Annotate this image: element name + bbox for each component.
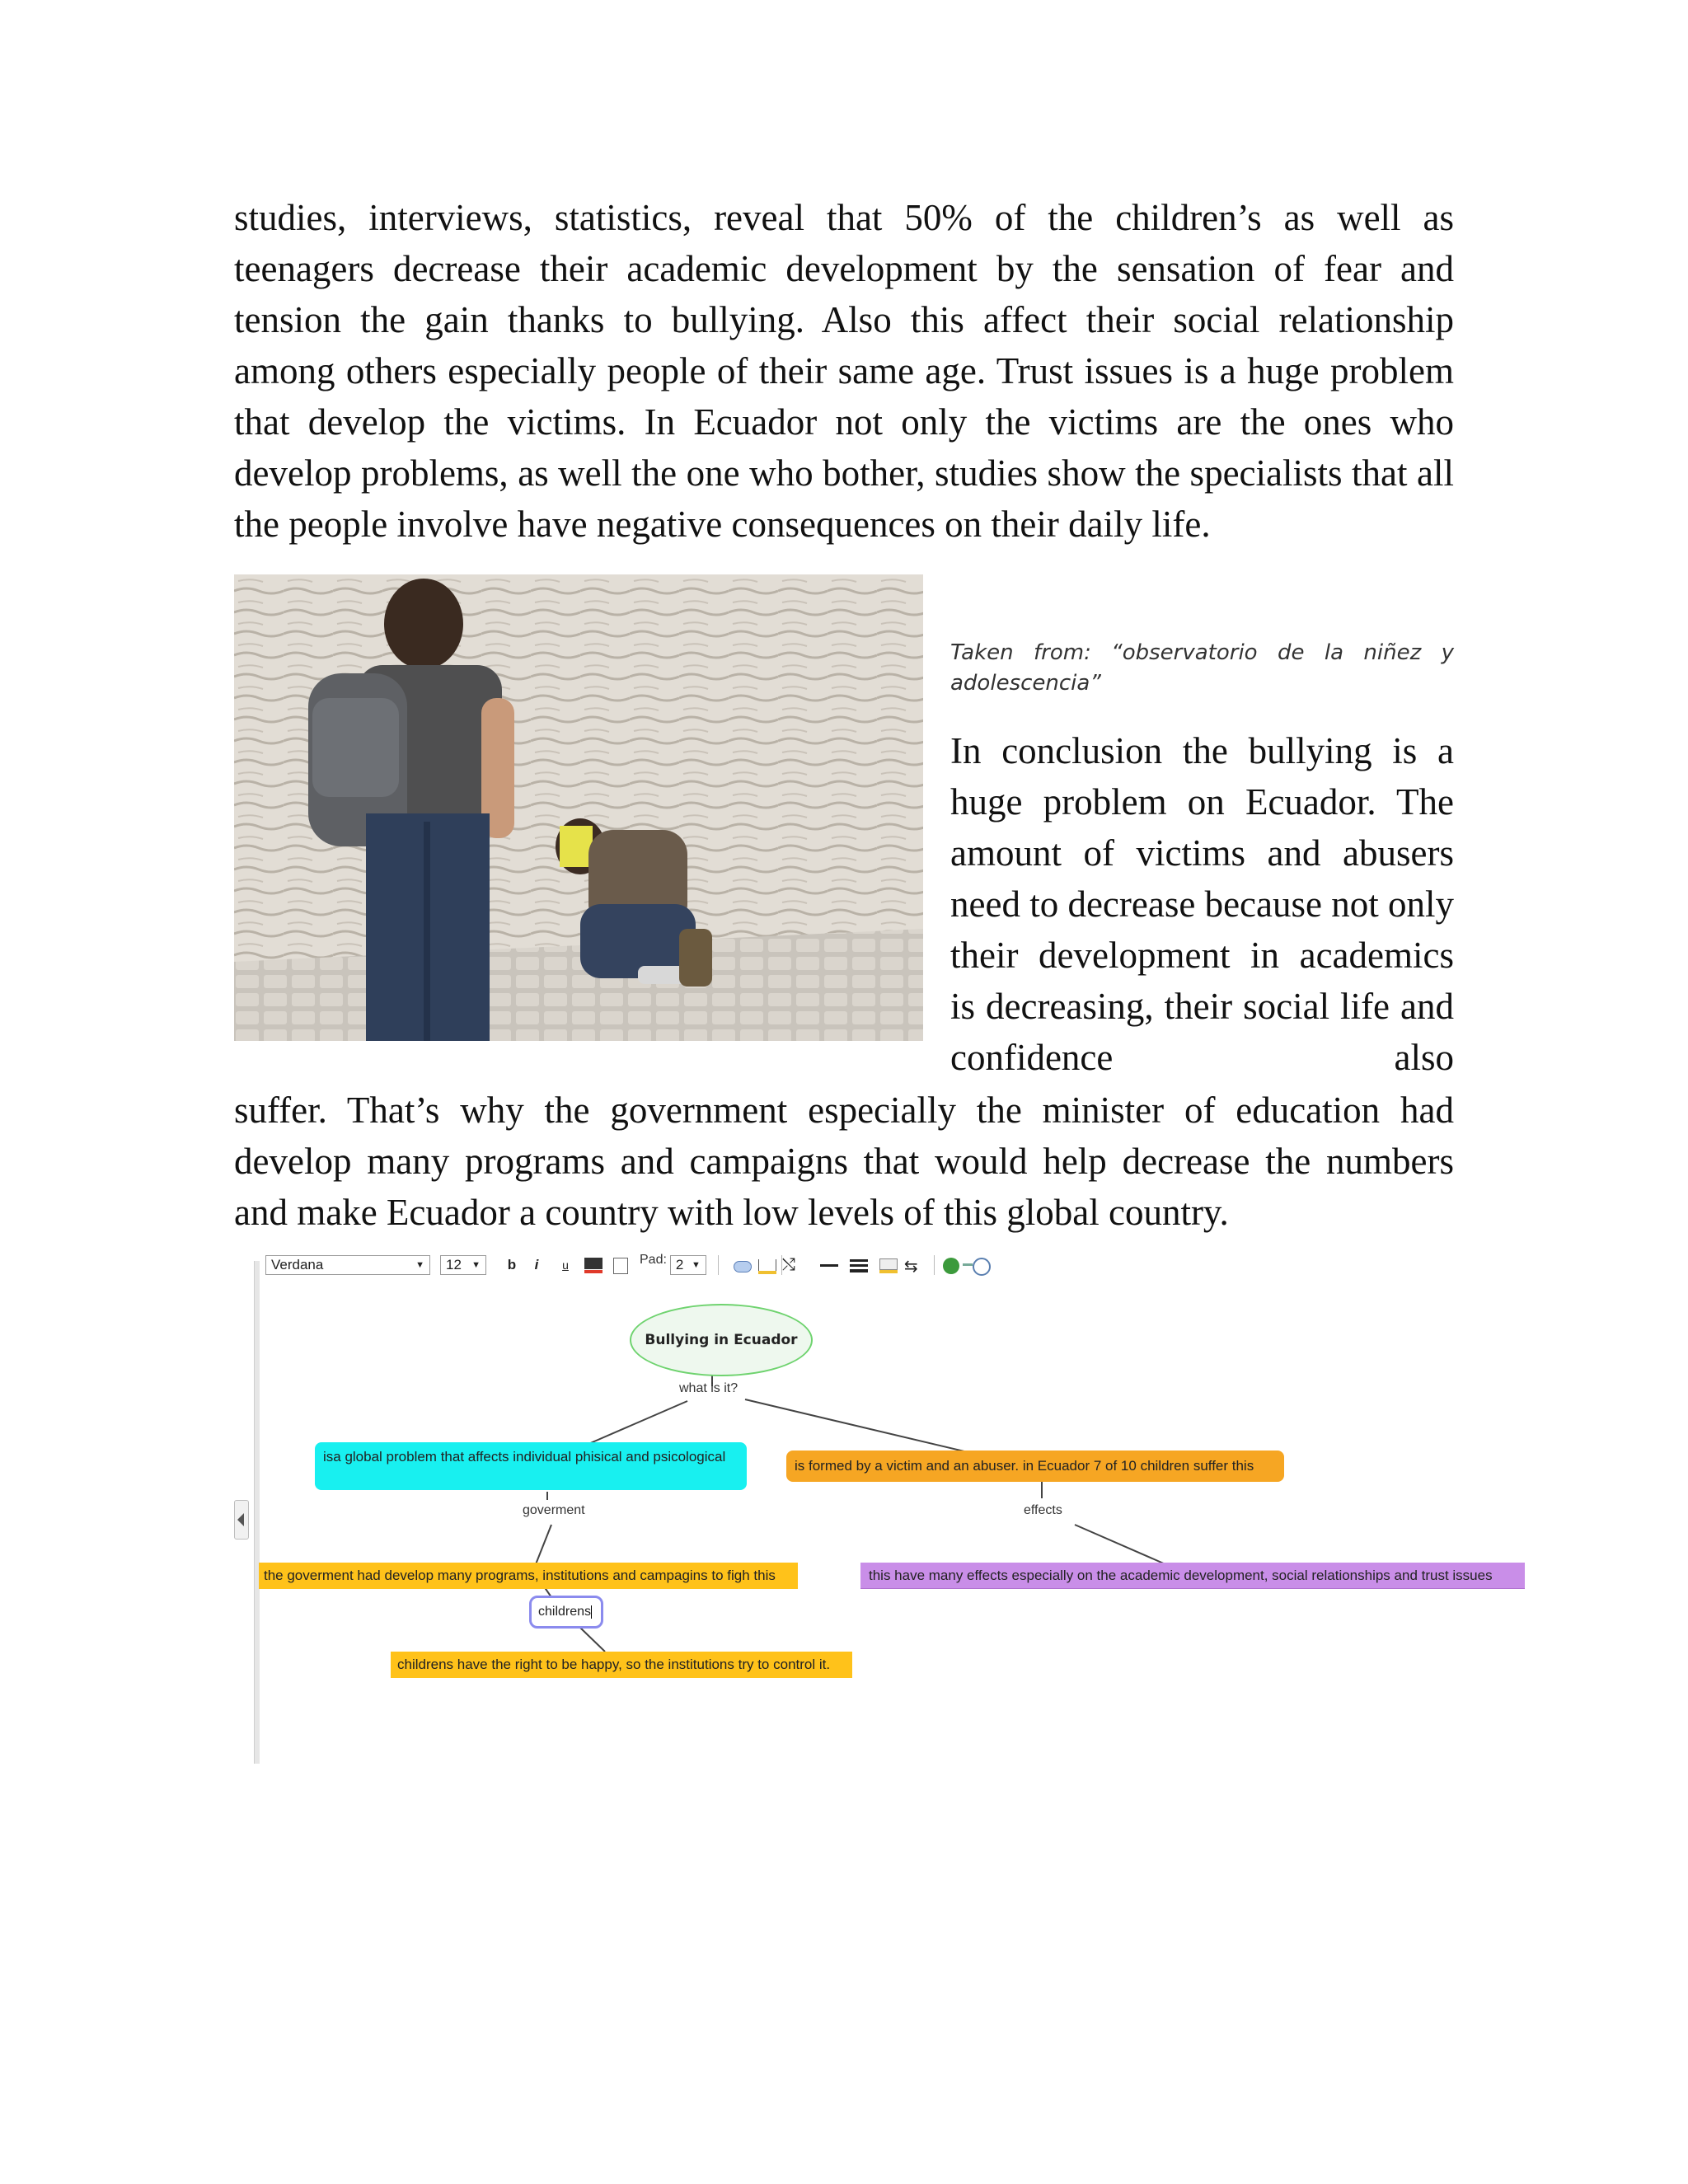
body-paragraph-top: studies, interviews, statistics, reveal that 50% of the children’s as well as teenagers decrease their academic development by the sensation of fear and tension the gain thanks to bullying. Also this affect their social relationship among others especially people of their same age. Trust issues is a huge problem that develop the victims. In Ecuador not only the victims are the ones who develop problems, as well the one who bother, studies show the specialists that all the people involve have negative consequences on their daily life. (234, 197, 1454, 545)
concept-rights-node[interactable] (391, 1652, 852, 1678)
concept-childrens-edit-node[interactable] (529, 1596, 603, 1629)
concept-effects-node[interactable] (860, 1563, 1525, 1589)
photo-caption-line1: Taken from: “observatorio de la niñez y (950, 640, 1454, 665)
body-paragraph-side: In conclusion the bullying is a huge problem on Ecuador. The amount of victims and abusers need to decrease because not only their development in academics is decreasing, their social life and confidence also (950, 730, 1454, 1078)
concept-definition-node[interactable] (315, 1442, 747, 1490)
concept-map-screenshot (234, 1253, 1553, 1764)
pad-label: Pad: (640, 1253, 667, 1267)
concept-rights-label: childrens have the right to be happy, so the institutions try to control it. (397, 1657, 831, 1672)
dropdown-arrow-icon: ▼ (471, 1260, 481, 1270)
line-style-icon[interactable]: ⤭ (781, 1256, 795, 1274)
italic-button[interactable]: i (534, 1257, 539, 1272)
underline-button[interactable]: u (562, 1258, 569, 1272)
concept-programs-node[interactable] (259, 1563, 798, 1589)
dropdown-arrow-icon: ▼ (415, 1260, 424, 1270)
concept-effects-label: this have many effects especially on the academic development, social relationships and trust issues (869, 1568, 1493, 1583)
bullying-photo (234, 574, 923, 1041)
concept-root-label: Bullying in Ecuador (645, 1332, 798, 1348)
arrange-icon[interactable]: ⇆ (903, 1258, 918, 1276)
concept-programs-label: the goverment had develop many programs, institutions and campagins to figh this (264, 1568, 776, 1583)
font-family-value: Verdana (271, 1257, 324, 1272)
text-cursor (591, 1605, 592, 1619)
concept-formed-node[interactable] (786, 1451, 1284, 1482)
body-paragraph-bottom: suffer. That’s why the government especially the minister of education had develop many programs and campaigns that would help decrease the numbers and make Ecuador a country with low levels of this global country. (234, 1090, 1454, 1233)
concept-childrens-edit-label: childrens (538, 1605, 592, 1619)
bullying-photo-illustration (234, 574, 923, 1041)
photo-caption (950, 638, 1454, 699)
pad-value: 2 (675, 1257, 684, 1272)
link-what-is-it[interactable]: what is it? (679, 1381, 738, 1395)
font-size-value: 12 (446, 1257, 462, 1272)
photo-caption-line2: adolescencia” (950, 671, 1101, 696)
bold-button[interactable]: b (507, 1257, 517, 1272)
concept-root-node[interactable] (630, 1304, 813, 1376)
concept-map-connectors (234, 1253, 1553, 1764)
concept-definition-label: isa global problem that affects individual phisical and psicological (323, 1449, 726, 1465)
link-effects[interactable]: effects (1024, 1503, 1062, 1517)
concept-formed-label: is formed by a victim and an abuser. in Ecuador 7 of 10 children suffer this (795, 1458, 1254, 1474)
dropdown-arrow-icon: ▼ (692, 1260, 701, 1270)
link-goverment[interactable]: goverment (523, 1503, 585, 1517)
